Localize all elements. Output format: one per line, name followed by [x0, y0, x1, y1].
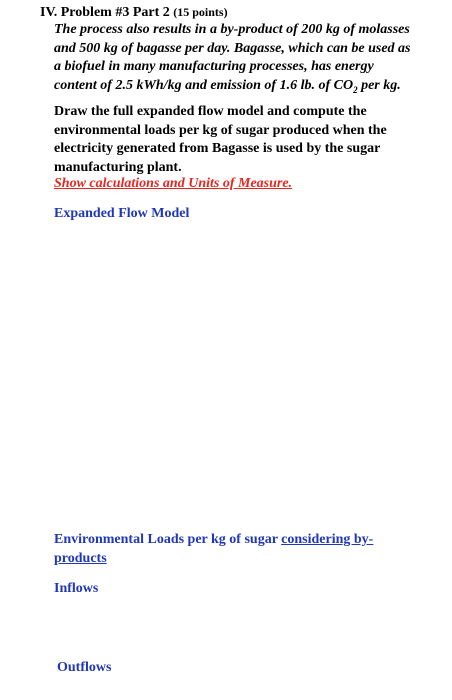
problem-points: (15 points): [173, 5, 228, 19]
env-loads-by-products: considering by-products: [54, 532, 374, 566]
section-expanded-flow-model: Expanded Flow Model: [54, 206, 190, 221]
section-inflows: Inflows: [54, 581, 99, 596]
show-calculations-note: Show calculations and Units of Measure.: [54, 176, 293, 191]
problem-description-text: The process also results in a by-product of 200 kg of molasses and 500 kg of bagasse per day. Bagasse, which can be used as a biofuel in many manufacturing processes, has energy content of 2.5 kWh/kg and emission of 1.6 lb. of CO: [54, 22, 411, 93]
problem-instruction: Draw the full expanded flow model and compute the environmental loads per kg of sugar produced when the electricity generated from Bagasse is used by the sugar manufacturing plant.: [54, 104, 387, 175]
problem-heading-title: IV. Problem #3 Part 2: [40, 5, 170, 20]
section-outflows: Outflows: [57, 660, 112, 675]
co2-subscript: 2: [353, 84, 358, 95]
section-environmental-loads: [54, 531, 404, 568]
env-loads-title: Environmental Loads per kg of sugar: [54, 532, 282, 547]
problem-description: [54, 21, 414, 95]
problem-heading: [40, 3, 420, 23]
problem-description-end: per kg.: [357, 77, 401, 93]
